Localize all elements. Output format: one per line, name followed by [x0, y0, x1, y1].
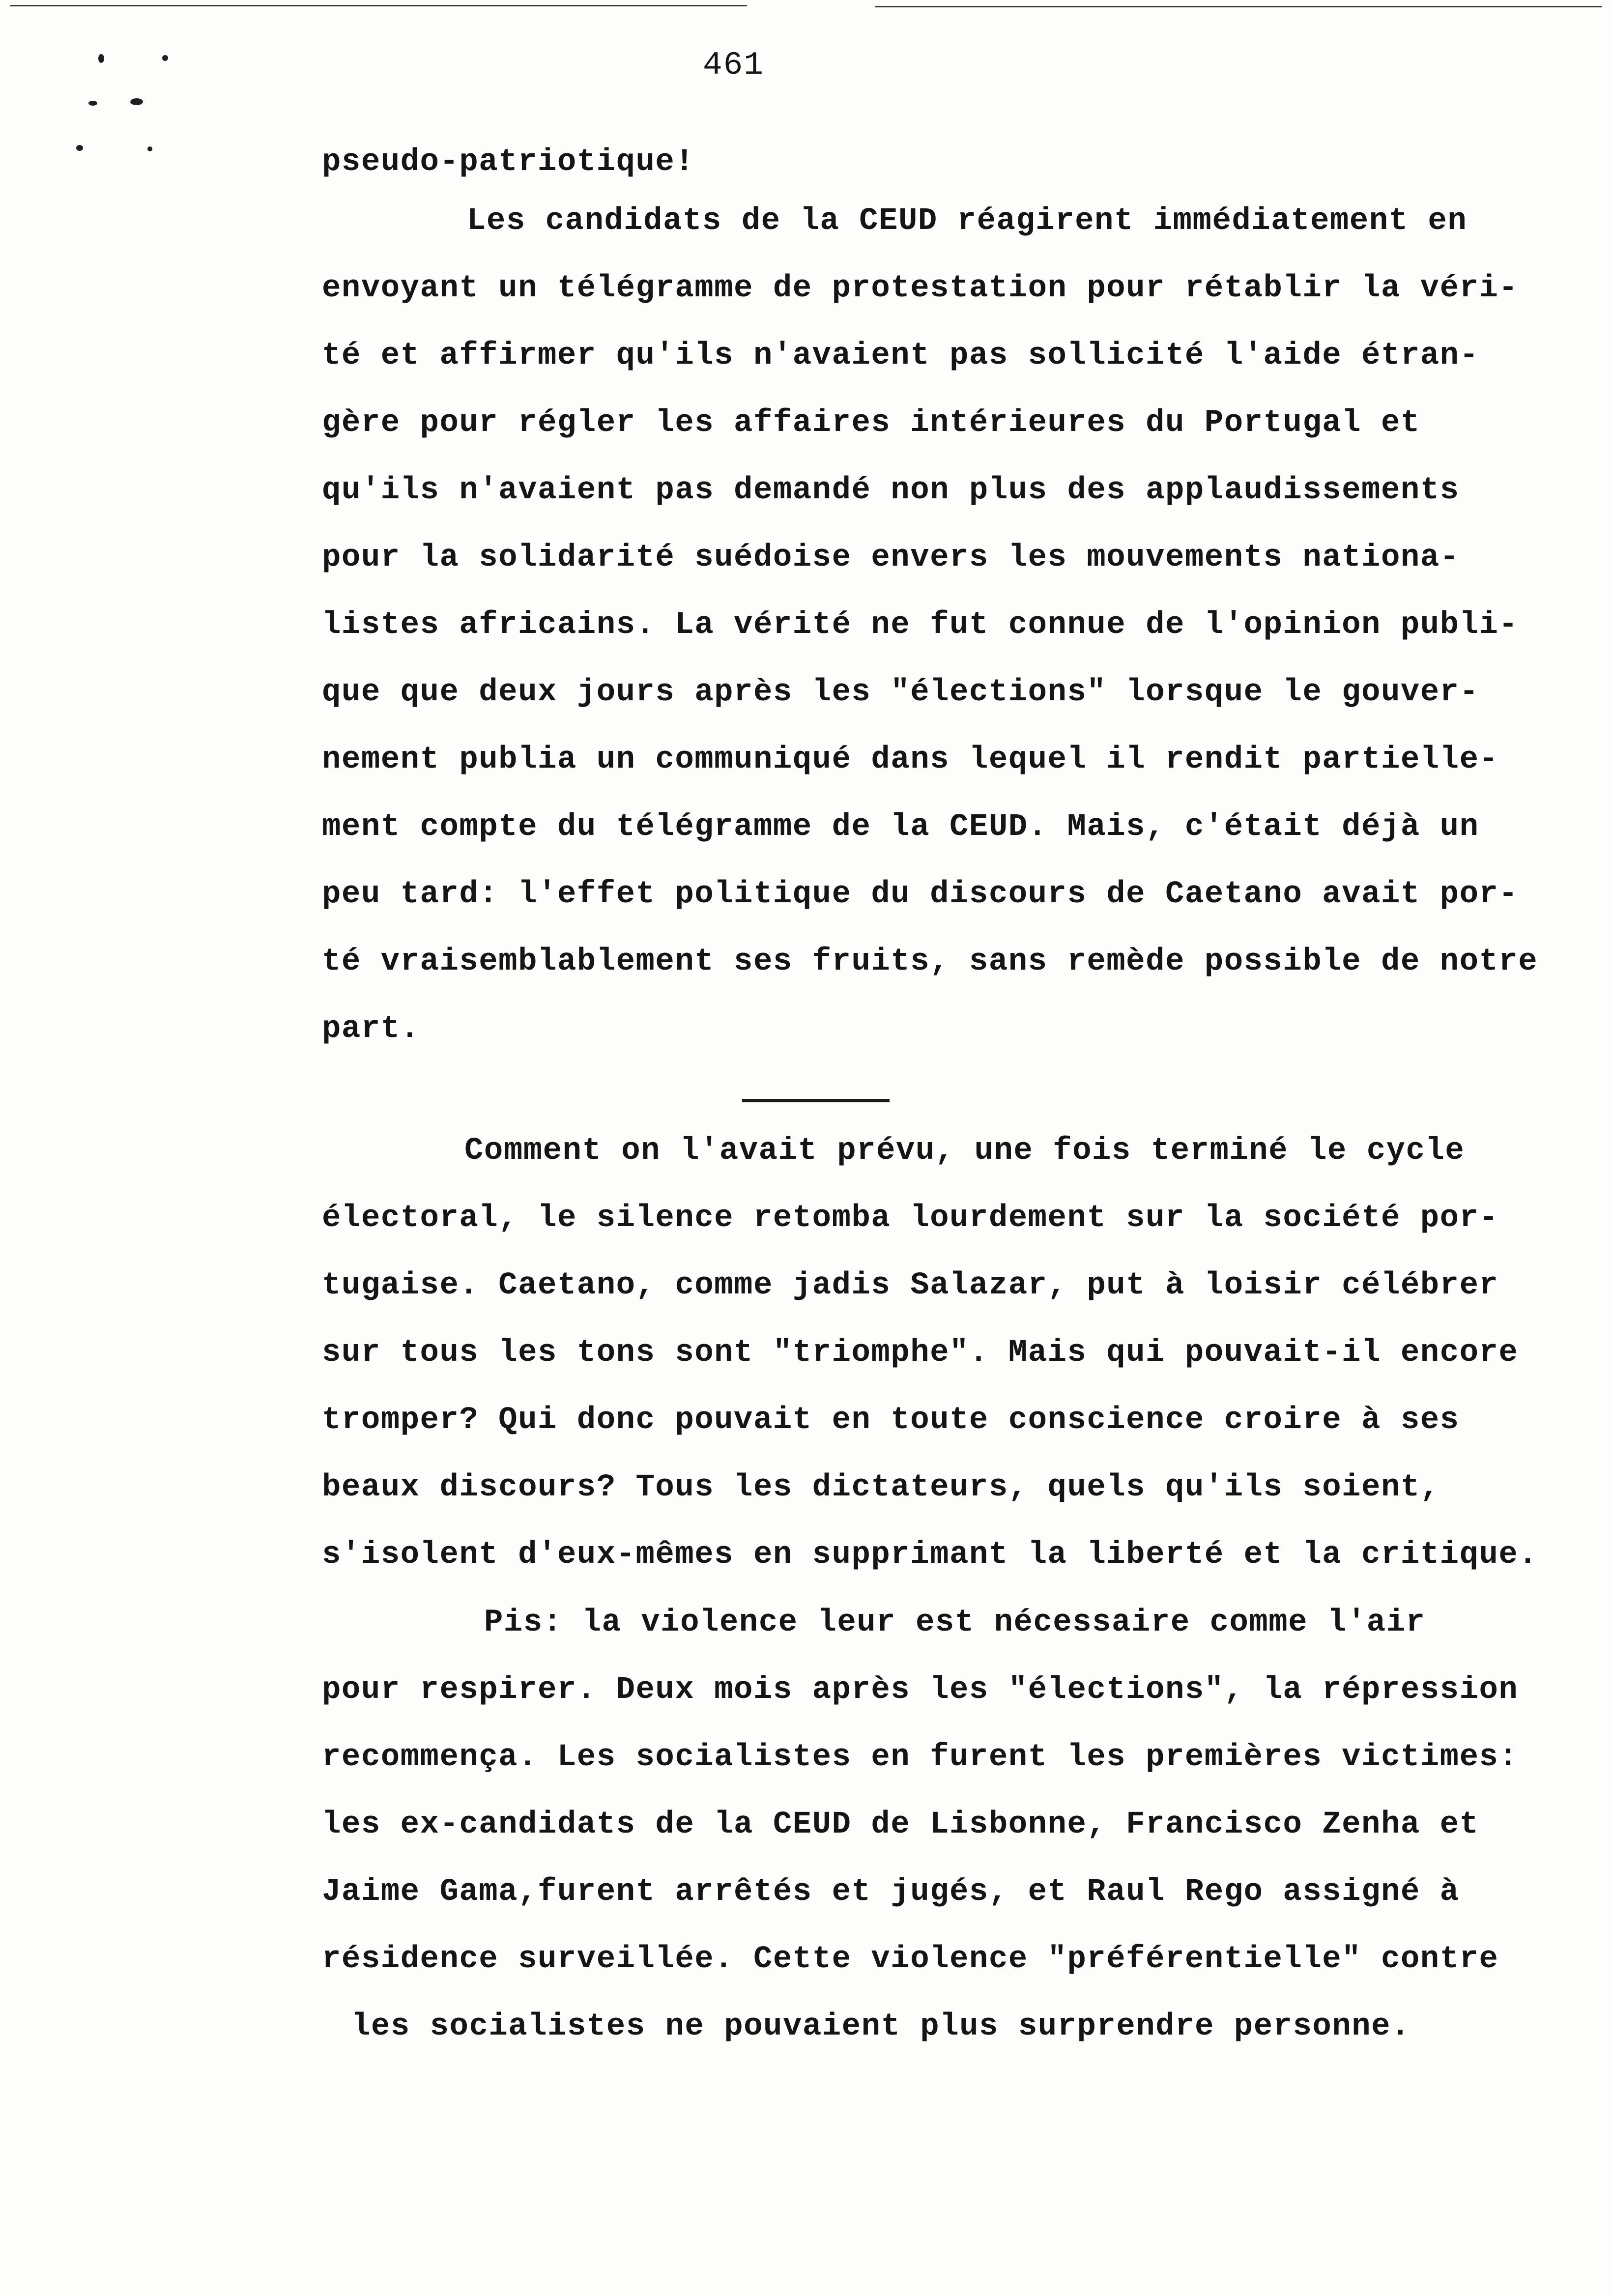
- text-line: s'isolent d'eux-mêmes en supprimant la liberté et la critique.: [322, 1537, 1538, 1573]
- margin-mark: [130, 98, 143, 105]
- text-line: résidence surveillée. Cette violence "préférentielle" contre: [322, 1942, 1499, 1977]
- text-line: les ex-candidats de la CEUD de Lisbonne, Francisco Zenha et: [322, 1807, 1479, 1842]
- text-line: tugaise. Caetano, comme jadis Salazar, put à loisir célébrer: [322, 1268, 1499, 1303]
- page-number: 461: [703, 47, 764, 84]
- text-line: gère pour régler les affaires intérieures du Portugal et: [322, 405, 1420, 441]
- text-line: recommença. Les socialistes en furent les premières victimes:: [322, 1740, 1519, 1775]
- text-line: Pis: la violence leur est nécessaire comme l'air: [484, 1605, 1426, 1640]
- margin-mark: [162, 55, 168, 61]
- margin-mark: [98, 54, 104, 63]
- scan-edge-line: [10, 5, 747, 6]
- margin-mark: [88, 101, 97, 106]
- text-line: beaux discours? Tous les dictateurs, quels qu'ils soient,: [322, 1470, 1440, 1505]
- margin-mark: [76, 145, 83, 151]
- text-line: té et affirmer qu'ils n'avaient pas sollicité l'aide étran-: [322, 338, 1479, 373]
- text-line: nement publia un communiqué dans lequel il rendit partielle-: [322, 742, 1499, 777]
- text-line: envoyant un télégramme de protestation pour rétablir la véri-: [322, 271, 1519, 306]
- text-line: pseudo-patriotique!: [322, 144, 695, 180]
- text-line: ment compte du télégramme de la CEUD. Mais, c'était déjà un: [322, 809, 1479, 845]
- text-line: Comment on l'avait prévu, une fois terminé le cycle: [464, 1133, 1465, 1169]
- text-line: que que deux jours après les "élections" lorsque le gouver-: [322, 675, 1479, 710]
- margin-mark: [147, 146, 152, 151]
- text-line: té vraisemblablement ses fruits, sans remède possible de notre: [322, 944, 1538, 979]
- text-line: les socialistes ne pouvaient plus surprendre personne.: [351, 2009, 1410, 2044]
- text-line: tromper? Qui donc pouvait en toute conscience croire à ses: [322, 1403, 1460, 1438]
- section-divider: [742, 1099, 890, 1102]
- text-line: Les candidats de la CEUD réagirent immédiatement en: [467, 203, 1468, 239]
- text-line: sur tous les tons sont "triomphe". Mais qui pouvait-il encore: [322, 1335, 1519, 1371]
- text-line: listes africains. La vérité ne fut connue de l'opinion publi-: [322, 607, 1519, 643]
- text-line: part.: [322, 1011, 420, 1047]
- text-line: peu tard: l'effet politique du discours de Caetano avait por-: [322, 877, 1519, 912]
- text-line: pour respirer. Deux mois après les "élections", la répression: [322, 1672, 1519, 1708]
- text-line: pour la solidarité suédoise envers les mouvements nationa-: [322, 540, 1460, 575]
- text-line: électoral, le silence retomba lourdement sur la société por-: [322, 1201, 1499, 1236]
- text-line: Jaime Gama,furent arrêtés et jugés, et Raul Rego assigné à: [322, 1874, 1460, 1910]
- scan-edge-line: [875, 6, 1602, 7]
- text-line: qu'ils n'avaient pas demandé non plus des applaudissements: [322, 473, 1460, 508]
